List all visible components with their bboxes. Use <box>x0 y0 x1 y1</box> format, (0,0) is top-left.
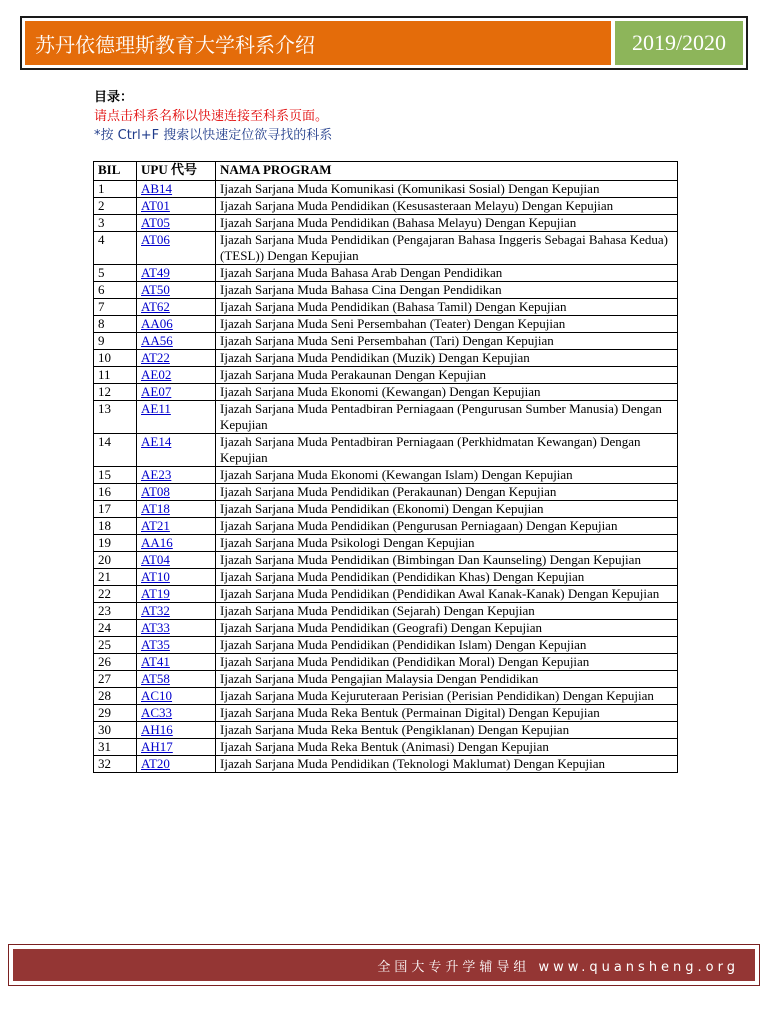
table-row <box>94 350 678 367</box>
row-number: 8 <box>94 316 137 333</box>
row-number: 5 <box>94 265 137 282</box>
upu-code-cell <box>137 350 216 367</box>
upu-code-link[interactable]: AT35 <box>141 637 170 652</box>
upu-code-cell <box>137 688 216 705</box>
row-number: 26 <box>94 654 137 671</box>
table-row <box>94 384 678 401</box>
program-name: Ijazah Sarjana Muda Komunikasi (Komunikasi Sosial) Dengan Kepujian <box>216 181 678 198</box>
upu-code-cell <box>137 282 216 299</box>
upu-code-link[interactable]: AT05 <box>141 215 170 230</box>
row-number: 9 <box>94 333 137 350</box>
program-name: Ijazah Sarjana Muda Pendidikan (Bimbingan Dan Kaunseling) Dengan Kepujian <box>216 552 678 569</box>
row-number: 11 <box>94 367 137 384</box>
upu-code-cell <box>137 654 216 671</box>
upu-code-cell <box>137 467 216 484</box>
program-name: Ijazah Sarjana Muda Reka Bentuk (Permainan Digital) Dengan Kepujian <box>216 705 678 722</box>
upu-code-cell <box>137 552 216 569</box>
program-name: Ijazah Sarjana Muda Pendidikan (Perakaunan) Dengan Kepujian <box>216 484 678 501</box>
table-row <box>94 518 678 535</box>
table-row <box>94 367 678 384</box>
row-number: 28 <box>94 688 137 705</box>
program-name: Ijazah Sarjana Muda Pendidikan (Pengurusan Perniagaan) Dengan Kepujian <box>216 518 678 535</box>
table-row <box>94 333 678 350</box>
upu-code-cell <box>137 367 216 384</box>
upu-code-link[interactable]: AT04 <box>141 552 170 567</box>
row-number: 15 <box>94 467 137 484</box>
row-number: 30 <box>94 722 137 739</box>
upu-code-link[interactable]: AT62 <box>141 299 170 314</box>
table-row <box>94 484 678 501</box>
upu-code-link[interactable]: AT08 <box>141 484 170 499</box>
table-row <box>94 282 678 299</box>
upu-code-cell <box>137 756 216 773</box>
upu-code-cell <box>137 620 216 637</box>
table-row <box>94 265 678 282</box>
table-row <box>94 299 678 316</box>
upu-code-link[interactable]: AH16 <box>141 722 173 737</box>
upu-code-link[interactable]: AT06 <box>141 232 170 247</box>
row-number: 14 <box>94 434 137 467</box>
program-name: Ijazah Sarjana Muda Perakaunan Dengan Kepujian <box>216 367 678 384</box>
page-header <box>20 16 748 70</box>
upu-code-cell <box>137 181 216 198</box>
upu-code-link[interactable]: AA16 <box>141 535 173 550</box>
row-number: 16 <box>94 484 137 501</box>
table-row <box>94 535 678 552</box>
row-number: 10 <box>94 350 137 367</box>
upu-code-link[interactable]: AT33 <box>141 620 170 635</box>
footer-text: 全国大专升学辅导组 www.quansheng.org <box>377 959 739 975</box>
upu-code-link[interactable]: AC33 <box>141 705 173 720</box>
upu-code-cell <box>137 501 216 518</box>
program-name: Ijazah Sarjana Muda Pendidikan (Sejarah) Dengan Kepujian <box>216 603 678 620</box>
table-row <box>94 705 678 722</box>
upu-code-cell <box>137 299 216 316</box>
program-name: Ijazah Sarjana Muda Ekonomi (Kewangan) Dengan Kepujian <box>216 384 678 401</box>
program-name: Ijazah Sarjana Muda Pentadbiran Perniagaan (Perkhidmatan Kewangan) Dengan Kepujian <box>216 434 678 467</box>
row-number: 22 <box>94 586 137 603</box>
upu-code-link[interactable]: AA56 <box>141 333 173 348</box>
academic-year: 2019/2020 <box>615 21 743 65</box>
row-number: 18 <box>94 518 137 535</box>
upu-code-link[interactable]: AT20 <box>141 756 170 771</box>
program-name: Ijazah Sarjana Muda Bahasa Cina Dengan Pendidikan <box>216 282 678 299</box>
program-name: Ijazah Sarjana Muda Pendidikan (Pendidikan Khas) Dengan Kepujian <box>216 569 678 586</box>
program-name: Ijazah Sarjana Muda Pendidikan (Teknologi Maklumat) Dengan Kepujian <box>216 756 678 773</box>
table-row <box>94 722 678 739</box>
row-number: 20 <box>94 552 137 569</box>
program-name: Ijazah Sarjana Muda Ekonomi (Kewangan Islam) Dengan Kepujian <box>216 467 678 484</box>
row-number: 4 <box>94 232 137 265</box>
upu-code-cell <box>137 722 216 739</box>
click-instruction: 请点击科系名称以快速连接至科系页面。 <box>94 109 329 124</box>
upu-code-link[interactable]: AT10 <box>141 569 170 584</box>
table-row <box>94 603 678 620</box>
table-row <box>94 198 678 215</box>
table-row <box>94 637 678 654</box>
program-name: Ijazah Sarjana Muda Kejuruteraan Perisian (Perisian Pendidikan) Dengan Kepujian <box>216 688 678 705</box>
upu-code-link[interactable]: AT58 <box>141 671 170 686</box>
upu-code-cell <box>137 705 216 722</box>
program-name: Ijazah Sarjana Muda Pendidikan (Kesusasteraan Melayu) Dengan Kepujian <box>216 198 678 215</box>
upu-code-link[interactable]: AT49 <box>141 265 170 280</box>
table-row <box>94 434 678 467</box>
upu-code-cell <box>137 518 216 535</box>
page-footer <box>8 944 760 986</box>
table-row <box>94 215 678 232</box>
column-header-program: NAMA PROGRAM <box>216 162 678 181</box>
upu-code-link[interactable]: AE11 <box>141 401 171 416</box>
table-row <box>94 316 678 333</box>
table-row <box>94 620 678 637</box>
row-number: 1 <box>94 181 137 198</box>
page-title: 苏丹依德理斯教育大学科系介绍 <box>25 21 611 65</box>
row-number: 7 <box>94 299 137 316</box>
table-row <box>94 467 678 484</box>
upu-code-cell <box>137 198 216 215</box>
program-name: Ijazah Sarjana Muda Pendidikan (Pendidikan Awal Kanak-Kanak) Dengan Kepujian <box>216 586 678 603</box>
upu-code-cell <box>137 484 216 501</box>
upu-code-cell <box>137 671 216 688</box>
upu-code-cell <box>137 637 216 654</box>
table-row <box>94 552 678 569</box>
row-number: 31 <box>94 739 137 756</box>
table-row <box>94 501 678 518</box>
intro-section <box>94 88 332 145</box>
table-row <box>94 232 678 265</box>
row-number: 12 <box>94 384 137 401</box>
table-row <box>94 569 678 586</box>
program-name: Ijazah Sarjana Muda Seni Persembahan (Teater) Dengan Kepujian <box>216 316 678 333</box>
program-name: Ijazah Sarjana Muda Pengajian Malaysia Dengan Pendidikan <box>216 671 678 688</box>
upu-code-cell <box>137 401 216 434</box>
upu-code-cell <box>137 739 216 756</box>
upu-code-cell <box>137 384 216 401</box>
table-row <box>94 739 678 756</box>
program-name: Ijazah Sarjana Muda Reka Bentuk (Animasi) Dengan Kepujian <box>216 739 678 756</box>
upu-code-cell <box>137 316 216 333</box>
row-number: 32 <box>94 756 137 773</box>
table-row <box>94 586 678 603</box>
table-row <box>94 401 678 434</box>
program-name: Ijazah Sarjana Muda Pendidikan (Geografi) Dengan Kepujian <box>216 620 678 637</box>
upu-code-link[interactable]: AE02 <box>141 367 172 382</box>
upu-code-link[interactable]: AC10 <box>141 688 173 703</box>
row-number: 17 <box>94 501 137 518</box>
upu-code-link[interactable]: AT41 <box>141 654 170 669</box>
upu-code-link[interactable]: AA06 <box>141 316 173 331</box>
row-number: 3 <box>94 215 137 232</box>
program-name: Ijazah Sarjana Muda Seni Persembahan (Tari) Dengan Kepujian <box>216 333 678 350</box>
program-name: Ijazah Sarjana Muda Pendidikan (Bahasa Melayu) Dengan Kepujian <box>216 215 678 232</box>
program-name: Ijazah Sarjana Muda Reka Bentuk (Pengiklanan) Dengan Kepujian <box>216 722 678 739</box>
upu-code-link[interactable]: AT32 <box>141 603 170 618</box>
footer-bar <box>13 949 755 981</box>
row-number: 25 <box>94 637 137 654</box>
row-number: 6 <box>94 282 137 299</box>
upu-code-link[interactable]: AT21 <box>141 518 170 533</box>
upu-code-cell <box>137 333 216 350</box>
program-name: Ijazah Sarjana Muda Pendidikan (Pendidikan Moral) Dengan Kepujian <box>216 654 678 671</box>
upu-code-link[interactable]: AE14 <box>141 434 172 449</box>
table-row <box>94 671 678 688</box>
upu-code-link[interactable]: AB14 <box>141 181 173 196</box>
table-body <box>94 181 678 773</box>
upu-code-link[interactable]: AE23 <box>141 467 172 482</box>
program-name: Ijazah Sarjana Muda Pendidikan (Muzik) Dengan Kepujian <box>216 350 678 367</box>
program-name: Ijazah Sarjana Muda Pentadbiran Perniagaan (Pengurusan Sumber Manusia) Dengan Kepujian <box>216 401 678 434</box>
table-row <box>94 756 678 773</box>
upu-code-link[interactable]: AT50 <box>141 282 170 297</box>
upu-code-cell <box>137 586 216 603</box>
upu-code-cell <box>137 232 216 265</box>
row-number: 2 <box>94 198 137 215</box>
upu-code-cell <box>137 434 216 467</box>
column-header-bil: BIL <box>94 162 137 181</box>
table-row <box>94 181 678 198</box>
program-name: Ijazah Sarjana Muda Psikologi Dengan Kepujian <box>216 535 678 552</box>
upu-code-link[interactable]: AH17 <box>141 739 173 754</box>
row-number: 29 <box>94 705 137 722</box>
program-name: Ijazah Sarjana Muda Pendidikan (Pendidikan Islam) Dengan Kepujian <box>216 637 678 654</box>
upu-code-link[interactable]: AT19 <box>141 586 170 601</box>
row-number: 23 <box>94 603 137 620</box>
row-number: 19 <box>94 535 137 552</box>
program-name: Ijazah Sarjana Muda Pendidikan (Pengajaran Bahasa Inggeris Sebagai Bahasa Kedua) (TESL)) Dengan Kepujian <box>216 232 678 265</box>
column-header-upu: UPU 代号 <box>137 162 216 181</box>
program-name: Ijazah Sarjana Muda Bahasa Arab Dengan Pendidikan <box>216 265 678 282</box>
upu-code-cell <box>137 265 216 282</box>
upu-code-cell <box>137 215 216 232</box>
table-row <box>94 654 678 671</box>
table-header-row <box>94 162 678 181</box>
upu-code-cell <box>137 535 216 552</box>
upu-code-link[interactable]: AT22 <box>141 350 170 365</box>
row-number: 21 <box>94 569 137 586</box>
search-instruction: *按 Ctrl+F 搜索以快速定位欲寻找的科系 <box>94 128 333 143</box>
upu-code-cell <box>137 569 216 586</box>
toc-label: 目录： <box>94 90 134 105</box>
row-number: 13 <box>94 401 137 434</box>
table-row <box>94 688 678 705</box>
upu-code-link[interactable]: AT01 <box>141 198 170 213</box>
row-number: 24 <box>94 620 137 637</box>
program-name: Ijazah Sarjana Muda Pendidikan (Ekonomi) Dengan Kepujian <box>216 501 678 518</box>
row-number: 27 <box>94 671 137 688</box>
upu-code-link[interactable]: AT18 <box>141 501 170 516</box>
program-name: Ijazah Sarjana Muda Pendidikan (Bahasa Tamil) Dengan Kepujian <box>216 299 678 316</box>
upu-code-cell <box>137 603 216 620</box>
program-table <box>93 161 678 773</box>
upu-code-link[interactable]: AE07 <box>141 384 172 399</box>
